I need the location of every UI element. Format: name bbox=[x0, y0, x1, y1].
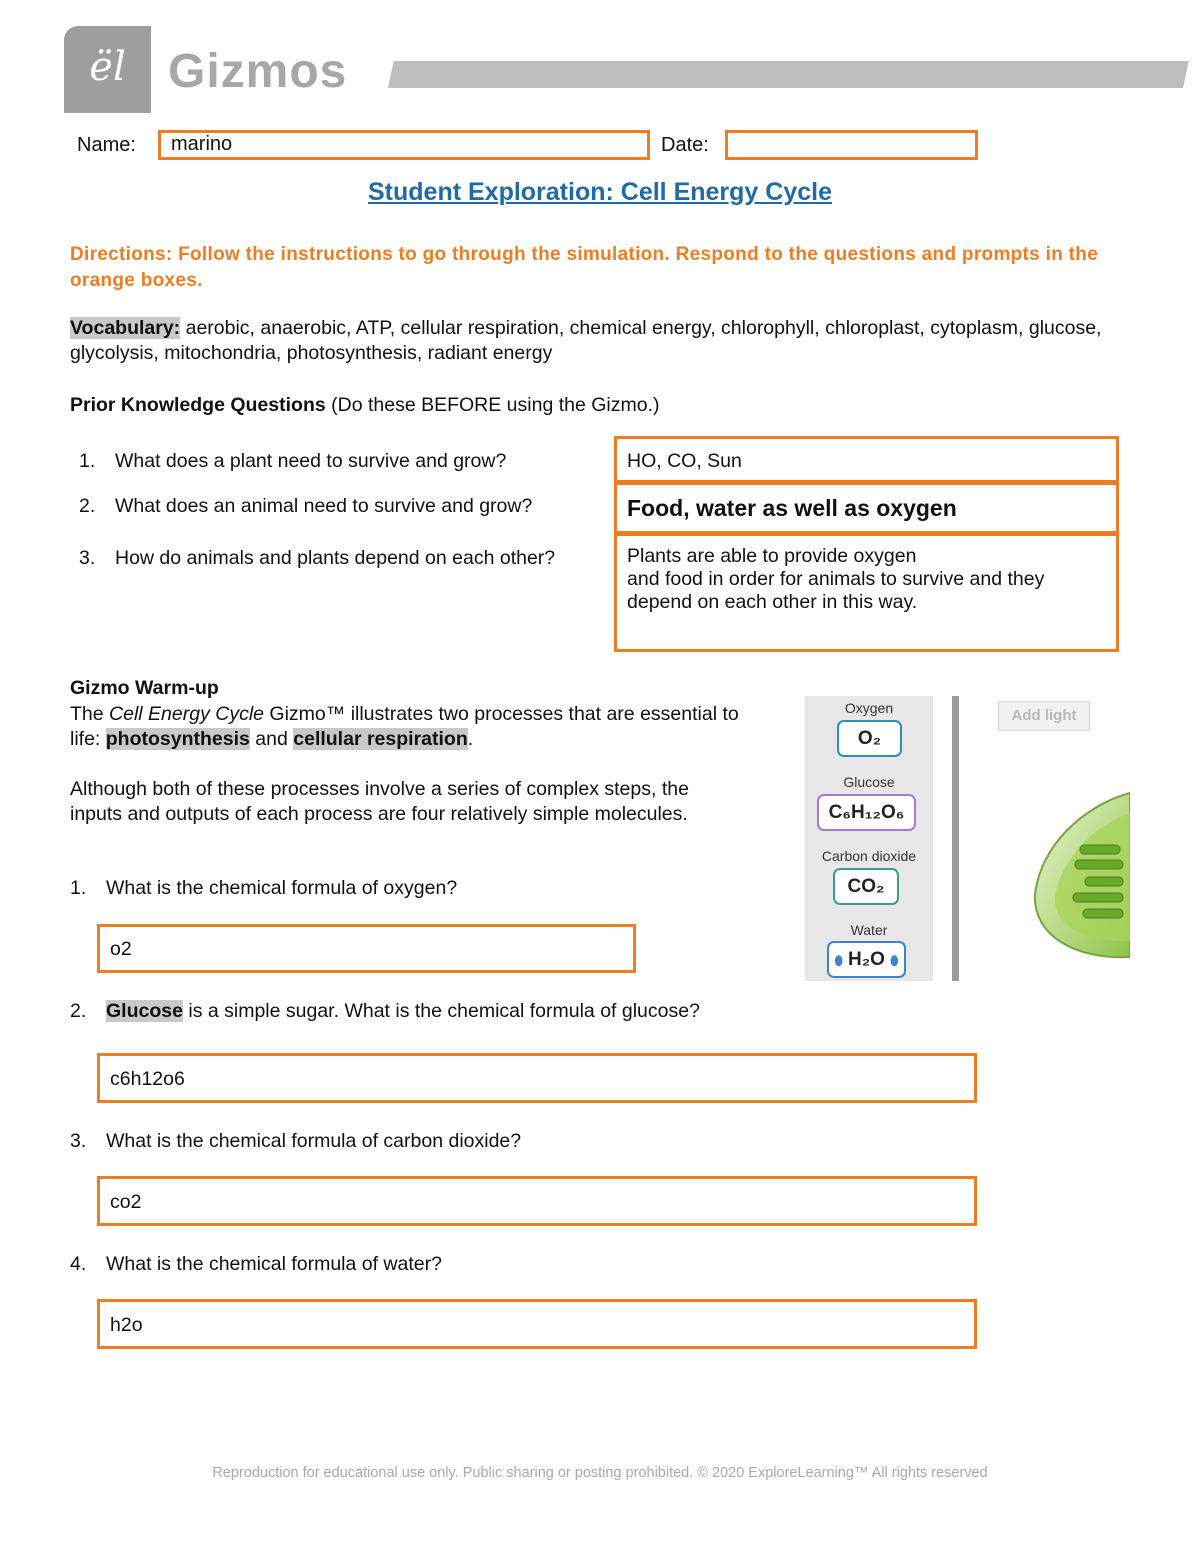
glucose-molecule[interactable]: C₆H₁₂O₆ bbox=[817, 794, 916, 831]
carbon-dioxide-molecule[interactable]: CO₂ bbox=[833, 868, 899, 905]
water-drop-icon: ⬮ bbox=[834, 953, 843, 968]
water-molecule[interactable]: ⬮ H₂O ⬮ bbox=[827, 941, 906, 978]
warmup-answer-4[interactable]: h2o bbox=[97, 1299, 977, 1349]
warmup-heading: Gizmo Warm-up bbox=[70, 677, 219, 699]
pk-question-3: 3. How do animals and plants depend on each other? bbox=[79, 547, 556, 569]
molecule-label-oxygen: Oxygen bbox=[844, 700, 894, 716]
molecule-label-glucose: Glucose bbox=[843, 774, 895, 790]
pk-answer-1[interactable]: HO, CO, Sun bbox=[614, 436, 1119, 483]
vocabulary-terms: aerobic, anaerobic, ATP, cellular respiration, chemical energy, chlorophyll, chloroplast, cytoplasm, glucose, glycolysis, mitochondria, photosynthesis, radiant energy bbox=[70, 317, 1102, 364]
pk-answer-3[interactable] bbox=[614, 533, 1119, 652]
molecule-label-carbon-dioxide: Carbon dioxide bbox=[821, 848, 917, 864]
warmup-question-1: 1. What is the chemical formula of oxygen? bbox=[70, 877, 458, 899]
warmup-question-3: 3. What is the chemical formula of carbon dioxide? bbox=[70, 1130, 522, 1152]
logo-glyph: ël bbox=[89, 44, 126, 90]
gizmo-molecule-panel bbox=[805, 696, 933, 981]
page-title: Student Exploration: Cell Energy Cycle bbox=[368, 178, 832, 206]
footer: Reproduction for educational use only. Public sharing or posting prohibited. © 2020 ExploreLearning™ All rights reserved bbox=[212, 1465, 988, 1481]
term-cellular-respiration: cellular respiration bbox=[293, 728, 468, 750]
molecule-label-water: Water bbox=[850, 922, 888, 938]
warmup-intro: The Cell Energy Cycle Gizmo™ illustrates two processes that are essential to life: photosynthesis and cellular respiration. bbox=[70, 703, 739, 750]
pk-answer-3-line: depend on each other in this way. bbox=[627, 591, 918, 613]
pk-answer-2[interactable]: Food, water as well as oxygen bbox=[614, 482, 1119, 534]
pk-question-2: 2. What does an animal need to survive and grow? bbox=[79, 495, 533, 517]
warmup-question-2: 2. Glucose is a simple sugar. What is the chemical formula of glucose? bbox=[70, 1000, 700, 1022]
vocabulary bbox=[70, 316, 1140, 366]
pk-question-1: 1. What does a plant need to survive and grow? bbox=[79, 450, 507, 472]
oxygen-molecule[interactable]: O₂ bbox=[837, 720, 902, 757]
panel-divider bbox=[952, 696, 959, 981]
pk-answer-3-line: and food in order for animals to survive and they bbox=[627, 568, 1045, 590]
prior-knowledge-heading: Prior Knowledge Questions (Do these BEFORE using the Gizmo.) bbox=[70, 394, 660, 416]
brand-name: Gizmos bbox=[168, 45, 348, 98]
term-glucose: Glucose bbox=[106, 1000, 183, 1022]
date-field[interactable] bbox=[725, 130, 978, 160]
pk-answer-3-line: Plants are able to provide oxygen bbox=[627, 545, 917, 567]
water-drop-icon: ⬮ bbox=[890, 953, 899, 968]
add-light-button[interactable]: Add light bbox=[998, 701, 1090, 731]
warmup-paragraph-2: Although both of these processes involve a series of complex steps, the inputs and outputs of each process are four relatively simple molecules. bbox=[70, 778, 689, 825]
name-field[interactable]: marino bbox=[158, 130, 650, 160]
warmup-answer-1[interactable]: o2 bbox=[97, 924, 636, 973]
warmup-answer-3[interactable]: co2 bbox=[97, 1176, 977, 1226]
warmup-question-4: 4. What is the chemical formula of water? bbox=[70, 1253, 442, 1275]
name-label: Name: bbox=[77, 134, 136, 156]
directions: Directions: Follow the instructions to go through the simulation. Respond to the questions and prompts in the orange boxes. bbox=[70, 244, 1099, 291]
vocabulary-label: Vocabulary: bbox=[70, 317, 181, 339]
date-label: Date: bbox=[661, 134, 709, 156]
warmup-answer-2[interactable]: c6h12o6 bbox=[97, 1053, 977, 1103]
term-photosynthesis: photosynthesis bbox=[105, 728, 250, 750]
logo bbox=[64, 26, 151, 113]
header-bar bbox=[388, 61, 1189, 88]
chloroplast-image bbox=[1025, 785, 1130, 965]
